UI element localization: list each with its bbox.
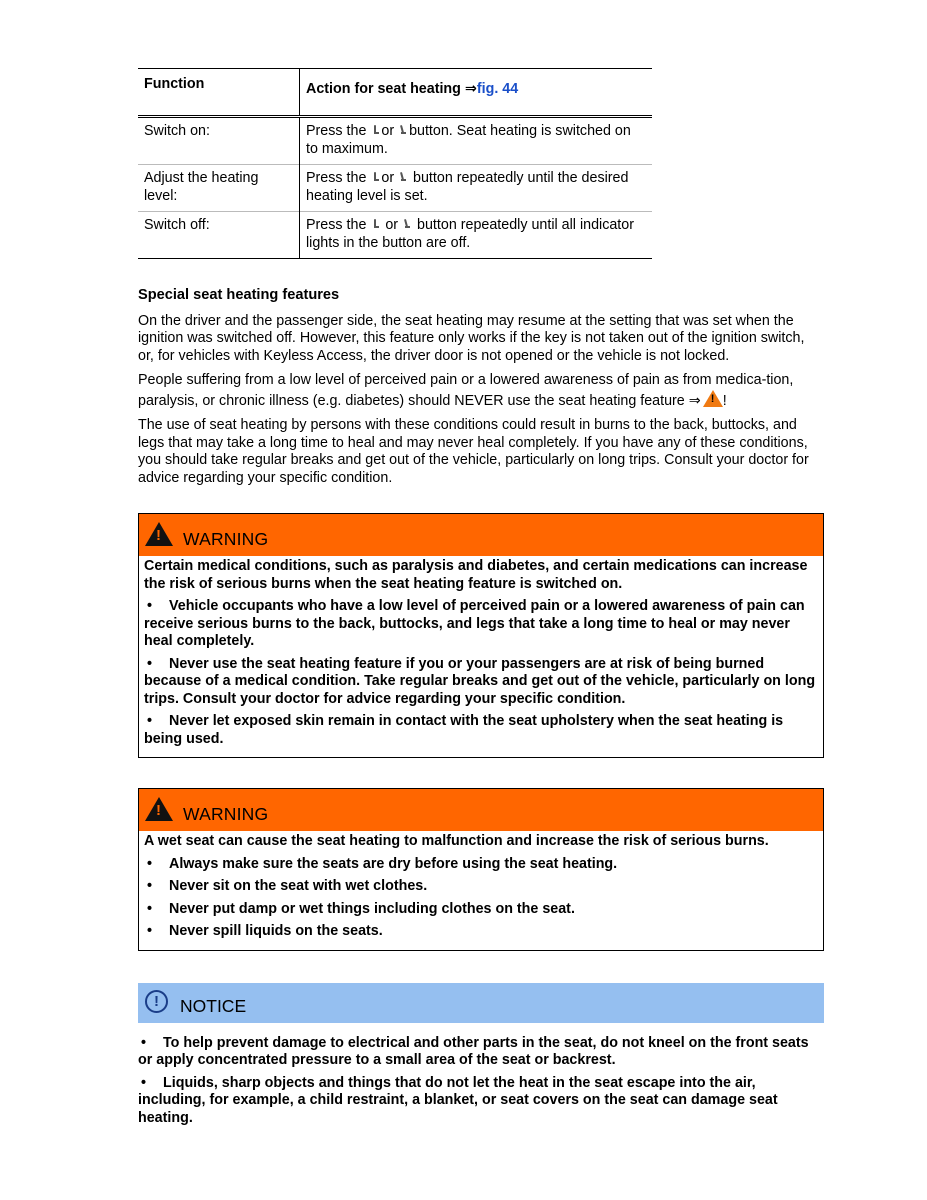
warning-triangle-icon bbox=[145, 797, 173, 821]
seat-heating-left-icon bbox=[371, 124, 380, 136]
table-row bbox=[138, 165, 652, 212]
warning-intro: Certain medical conditions, such as paralysis and diabetes, and certain medications can increase the risk of serious burns when the seat heating feature is switched on. bbox=[144, 558, 808, 592]
seat-heating-right-icon bbox=[399, 124, 408, 136]
warning-intro: A wet seat can cause the seat heating to malfunction and increase the risk of serious burns. bbox=[144, 833, 769, 849]
manual-page bbox=[138, 68, 824, 1132]
warning-title: WARNING bbox=[183, 804, 269, 824]
paragraph: On the driver and the passenger side, the seat heating may resume at the setting that was set when the ignition was switched off. However, this feature only works if the key is not taken out of the ignition switch, or, for vehicles with Keyless Access, the driver door is not opened or the vehicle is not locked. bbox=[138, 312, 805, 364]
list-item: • Never use the seat heating feature if you or your passengers are at risk of being burned because of a medical condition. Take regular breaks and get out of the vehicle, particularly on long trips. Consult your doctor for advice regarding your specific condition. bbox=[144, 655, 816, 707]
notice-header bbox=[138, 983, 824, 1023]
paragraph: The use of seat heating by persons with these conditions could result in burns to the back, buttocks, and legs that may take a long time to heal and may never heal completely. If you have any of these conditions, you should take regular breaks and get out of the vehicle, particularly on long trips. Consult your doctor for advice regarding your specific condition. bbox=[138, 417, 809, 486]
warning-triangle-icon bbox=[145, 522, 173, 546]
exclamation-circle-icon: ! bbox=[145, 990, 168, 1013]
function-cell: Adjust the heating level: bbox=[138, 165, 300, 212]
action-cell: Press the or button. Seat heating is switched on to maximum. bbox=[306, 123, 631, 157]
seat-heating-left-icon bbox=[371, 218, 380, 230]
table-header-row bbox=[138, 69, 652, 117]
warning-box-wet-seat bbox=[138, 788, 824, 951]
notice-body bbox=[138, 1023, 824, 1128]
warning-header bbox=[139, 789, 823, 831]
seat-heating-right-icon bbox=[403, 218, 412, 230]
header-action: Action for seat heating ⇒fig. 44 bbox=[306, 81, 519, 97]
table-row bbox=[138, 117, 652, 165]
table-row bbox=[138, 212, 652, 259]
list-item: • Never spill liquids on the seats. bbox=[147, 923, 383, 939]
warning-box-medical bbox=[138, 513, 824, 758]
warning-title: WARNING bbox=[183, 529, 269, 549]
list-item: • Never let exposed skin remain in contact with the seat upholstery when the seat heating is being used. bbox=[144, 713, 784, 747]
seat-heating-left-icon bbox=[371, 171, 380, 183]
list-item: • Vehicle occupants who have a low level of perceived pain or a lowered awareness of pain can receive serious burns to the back, buttocks, and legs that take a long time to heal or may never heal completely. bbox=[144, 598, 805, 649]
warning-body bbox=[139, 831, 823, 950]
seat-heating-table bbox=[138, 68, 652, 259]
header-function: Function bbox=[138, 69, 300, 117]
fig-44-link[interactable]: fig. 44 bbox=[476, 81, 519, 97]
function-cell: Switch off: bbox=[138, 212, 300, 259]
list-item: • Never sit on the seat with wet clothes. bbox=[147, 878, 428, 894]
section-title: Special seat heating features bbox=[138, 287, 340, 303]
action-cell: Press the or button repeatedly until all indicator lights in the button are off. bbox=[306, 217, 634, 251]
seat-heating-right-icon bbox=[399, 171, 408, 183]
paragraph: People suffering from a low level of perceived pain or a lowered awareness of pain as from medica-tion, paralysis, or chronic illness (e.g. diabetes) should NEVER use the seat heating feature ⇒! ! bbox=[138, 372, 824, 410]
action-cell: Press the or button repeatedly until the desired heating level is set. bbox=[306, 170, 629, 204]
warning-icon[interactable] bbox=[703, 390, 723, 407]
list-item: • Liquids, sharp objects and things that do not let the heat in the seat escape into the air, including, for example, a child restraint, a blanket, or seat covers on the seat can damage seat heating. bbox=[138, 1074, 778, 1126]
warning-body bbox=[139, 556, 823, 757]
list-item: • Always make sure the seats are dry before using the seat heating. bbox=[147, 855, 618, 872]
list-item: • Never put damp or wet things including clothes on the seat. bbox=[147, 900, 575, 917]
list-item: • To help prevent damage to electrical and other parts in the seat, do not kneel on the front seats or apply concentrated pressure to a small area of the seat or backrest. bbox=[138, 1034, 809, 1068]
function-cell: Switch on: bbox=[138, 117, 300, 165]
notice-title: NOTICE bbox=[180, 995, 247, 1016]
warning-header bbox=[139, 514, 823, 556]
